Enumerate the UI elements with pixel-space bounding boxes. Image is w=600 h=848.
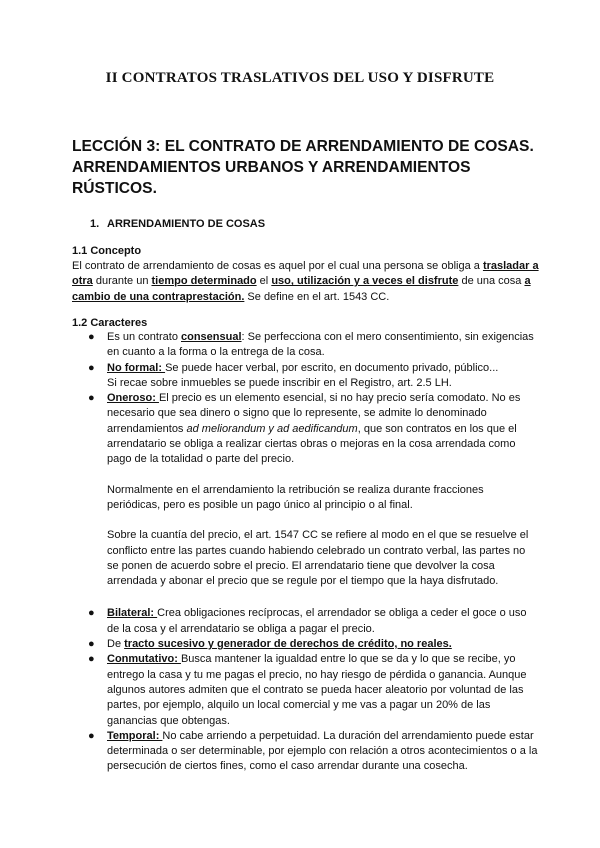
bullet-icon: ●	[88, 729, 95, 742]
concepto-emphasis: tiempo determinado	[151, 275, 257, 288]
lesson-title-line-3: RÚSTICOS.	[72, 180, 157, 197]
list-item-consensual	[88, 330, 538, 361]
item-text-continued: Si recae sobre inmuebles se puede inscribir en el Registro, art. 2.5 LH.	[107, 376, 452, 389]
item-text: Busca mantener la igualdad entre lo que se da y lo que se recibe, yo entrego la casa y tu me pagas el precio, no hay riesgo de pérdida o ganancia. Aunque algunos autores admiten que el contrato se pueda hacer aleatorio por voluntad de las partes, por ejemplo, alquilo un local comercial y me vas a pagar un 20% de las ganancias que obtengas.	[107, 653, 527, 727]
oneroso-paragraph-2: Normalmente en el arrendamiento la retribución se realiza durante fracciones periódicas, pero es posible un pago único al principio o al final.	[107, 483, 484, 511]
concepto-emphasis: trasladar a otra	[72, 260, 539, 288]
bullet-icon: ●	[88, 392, 95, 405]
item-term: Temporal:	[107, 729, 163, 742]
section-number: 1.	[90, 218, 100, 230]
lesson-title-line-1: LECCIÓN 3: EL CONTRATO DE ARRENDAMIENTO DE COSAS.	[72, 138, 534, 155]
concepto-text: El contrato de arrendamiento de cosas es aquel por el cual una persona se obliga a	[72, 260, 483, 272]
bullet-icon: ●	[88, 361, 95, 374]
list-item-no-formal	[88, 361, 538, 392]
list-item-bilateral	[88, 606, 538, 637]
concepto-text: el	[256, 275, 272, 288]
list-item-tracto	[88, 637, 538, 652]
item-term: tracto sucesivo y generador de derechos de crédito, no reales.	[124, 638, 452, 651]
bullet-icon: ●	[88, 653, 95, 666]
item-text: : Se perfecciona con el mero consentimiento, sin exigencias en cuanto a la forma o la entrega de la cosa.	[107, 331, 534, 359]
item-text: Crea obligaciones recíprocas, el arrendador se obliga a ceder el goce o uso de la cosa y el arrendatario se obliga a pagar el precio.	[107, 607, 527, 635]
section-heading	[90, 218, 265, 230]
item-term: No formal:	[107, 361, 166, 374]
oneroso-paragraph-3: Sobre la cuantía del precio, el art. 1547 CC se refiere al modo en el que se resuelve el conflicto entre las partes cuando habiendo celebrado un contrato verbal, las partes no se ponen de acuerdo sobre el precio. El arrendatario tiene que devolver la cosa arrendada y abonar el precio que se regule por el tiempo que la haya disfrutado.	[107, 529, 529, 588]
concepto-paragraph	[72, 259, 542, 305]
concepto-text: durante un	[92, 275, 152, 288]
concepto-emphasis: uso, utilización y a veces el disfrute	[271, 275, 459, 288]
item-italic-text: ad meliorandum y ad aedificandum	[186, 422, 358, 435]
caracteres-list	[88, 330, 538, 775]
item-text: No cabe arriendo a perpetuidad. La duración del arrendamiento puede estar determinada o ser determinable, por ejemplo con relación a otros acontecimientos o a la persecución de ciertos fines, como el caso arrendar durante una cosecha.	[107, 729, 538, 773]
caracteres-heading: 1.2 Caracteres	[72, 317, 148, 329]
item-text: El precio es un elemento esencial, si no hay precio sería comodato. No es necesario que sea dinero o signo que lo represente, se admite lo denominado arrendamientos	[107, 392, 521, 435]
concepto-text: Se define en el art. 1543 CC.	[244, 290, 390, 303]
item-text: Se puede hacer verbal, por escrito, en documento privado, público...	[165, 361, 499, 374]
list-item-oneroso	[88, 391, 538, 606]
part-title: II CONTRATOS TRASLATIVOS DEL USO Y DISFRUTE	[105, 70, 495, 86]
item-term: Bilateral:	[107, 607, 158, 620]
lesson-title-line-2: ARRENDAMIENTOS URBANOS Y ARRENDAMIENTOS	[72, 159, 471, 176]
list-item-temporal	[88, 729, 538, 775]
item-text: De	[107, 638, 125, 651]
item-text: Es un contrato	[107, 331, 181, 343]
concepto-text: de una cosa	[458, 275, 525, 288]
item-term: Oneroso:	[107, 392, 159, 405]
bullet-icon: ●	[88, 607, 95, 620]
section-title: ARRENDAMIENTO DE COSAS	[107, 218, 266, 230]
item-text: , que son contratos en los que el arrendatario se obliga a realizar ciertas obras o mejoras en la cosa arrendada como pago de la totalidad o parte del precio.	[107, 422, 517, 466]
lesson-title	[72, 136, 552, 199]
concepto-heading: 1.1 Concepto	[72, 245, 142, 257]
item-term: consensual	[181, 331, 242, 343]
bullet-icon: ●	[88, 638, 95, 651]
concepto-emphasis: a cambio de una contraprestación.	[72, 275, 531, 303]
list-item-conmutativo	[88, 652, 538, 728]
item-term: Conmutativo:	[107, 653, 181, 666]
bullet-icon: ●	[88, 331, 95, 343]
